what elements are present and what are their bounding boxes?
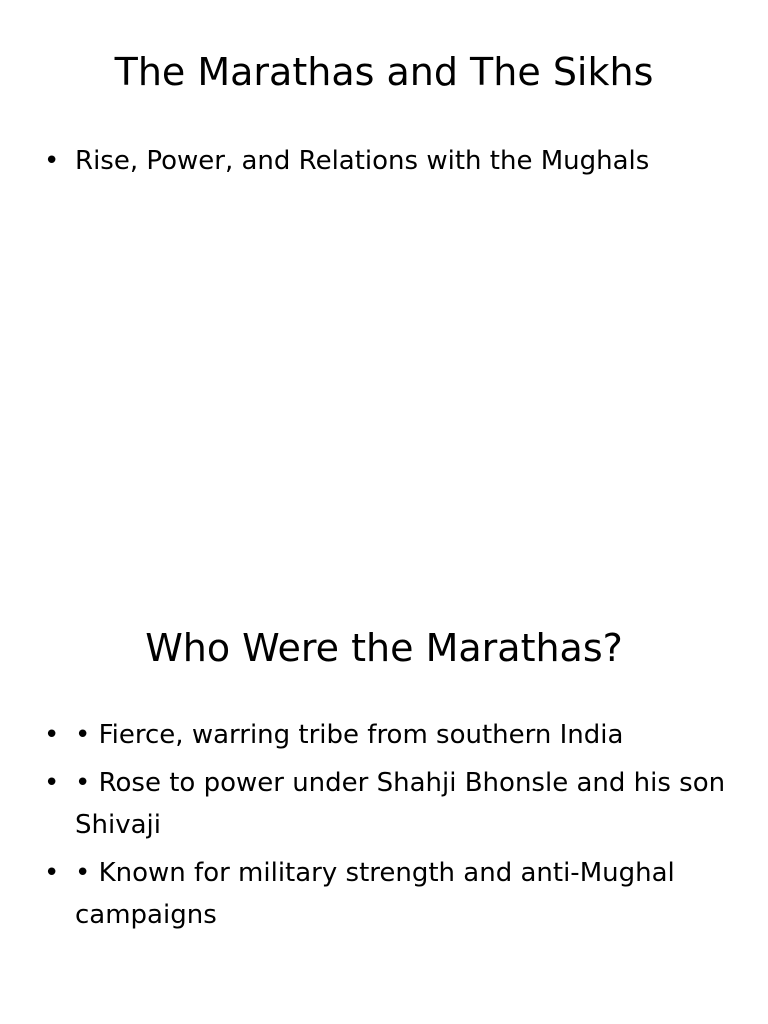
bullet-icon: •: [44, 858, 60, 888]
bullet-text: Rise, Power, and Relations with the Mughals: [75, 146, 650, 176]
bullet-text: • Known for military strength and anti-Mughal campaigns: [75, 858, 675, 930]
bullet-icon: •: [44, 768, 60, 798]
bullet-icon: •: [44, 146, 60, 176]
slide-title: The Marathas and The Sikhs: [114, 50, 654, 94]
slide-title: Who Were the Marathas?: [145, 626, 623, 670]
list-item: [0, 714, 768, 756]
list-item: [0, 762, 768, 846]
bullet-list: [0, 714, 768, 942]
bullet-icon: •: [44, 720, 60, 750]
slide-2: [0, 576, 768, 1024]
bullet-list: [0, 140, 768, 188]
bullet-text: • Fierce, warring tribe from southern India: [75, 720, 624, 750]
list-item: [0, 140, 768, 182]
bullet-text: • Rose to power under Shahji Bhonsle and his son Shivaji: [75, 768, 726, 840]
list-item: [0, 852, 768, 936]
